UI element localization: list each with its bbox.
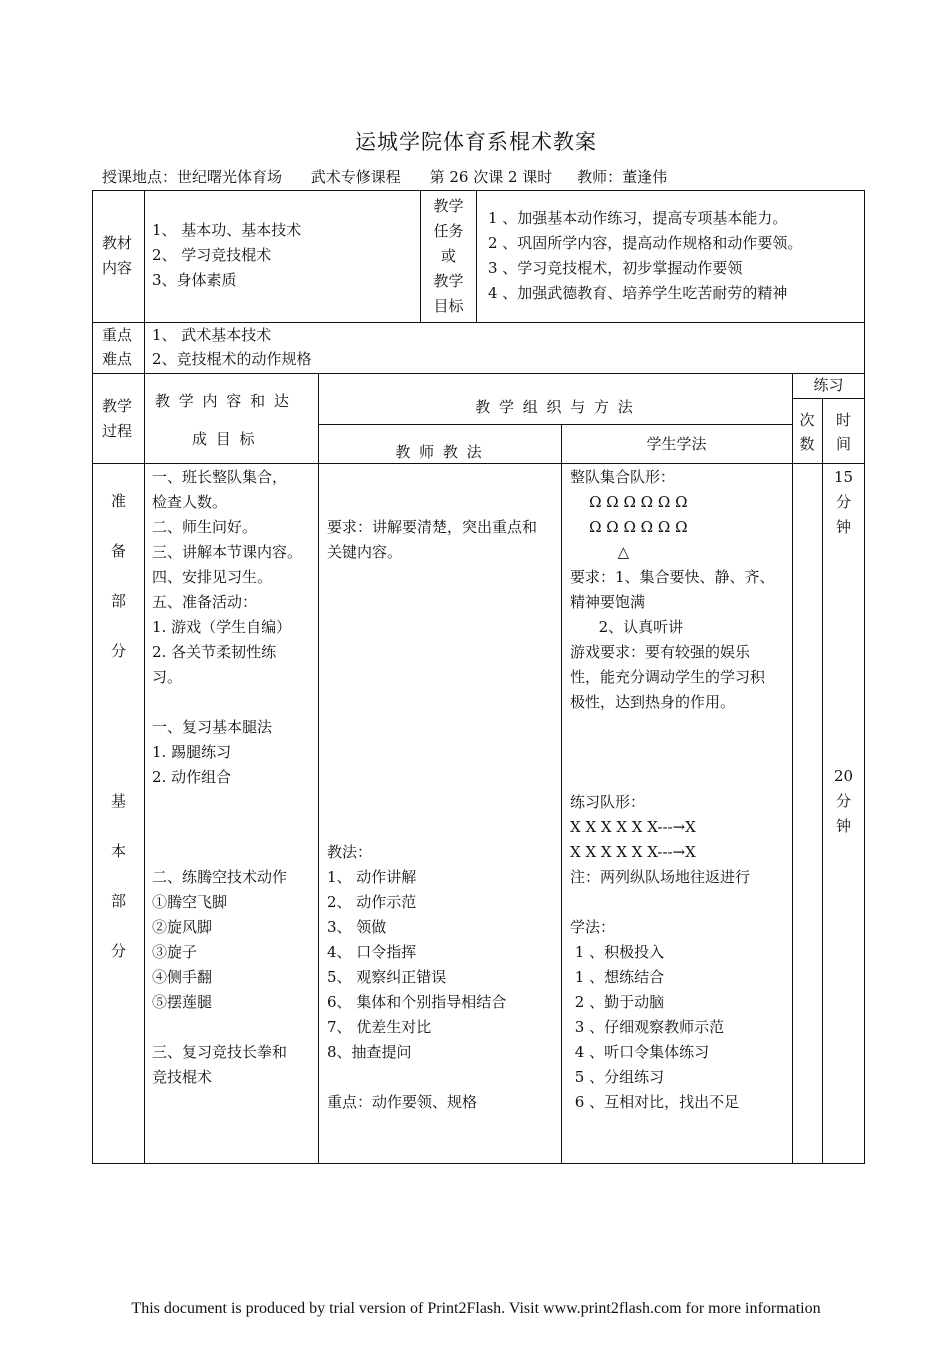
session-text: 第 26 次课 2 课时 xyxy=(429,168,553,186)
content-line: 检查人数。 xyxy=(152,493,228,511)
time-value: 分 xyxy=(835,792,851,810)
time-value: 分 xyxy=(835,493,851,511)
practice-header: 练习 xyxy=(813,376,844,394)
content-line: ①腾空飞脚 xyxy=(152,893,228,911)
content-line: 四、安排见习生。 xyxy=(152,568,273,586)
content-line: 2. 各关节柔韧性练 xyxy=(152,643,277,661)
teacher-line: 7、 优差生对比 xyxy=(327,1018,432,1036)
phase-main-char: 部 xyxy=(111,892,127,910)
phase-main-char: 分 xyxy=(111,942,127,960)
focus-line: 2、竞技棍术的动作规格 xyxy=(152,350,312,368)
teacher-line: 2、 动作示范 xyxy=(327,893,417,911)
teacher-line: 8、抽查提问 xyxy=(327,1043,412,1061)
student-line: X X X X X X---→X xyxy=(570,818,696,836)
count-header: 数 xyxy=(799,435,815,453)
course-text: 武术专修课程 xyxy=(310,168,401,186)
time-value: 钟 xyxy=(835,518,851,536)
content-line: 二、师生问好。 xyxy=(152,518,258,536)
row-divider xyxy=(92,373,865,374)
student-line: 性，能充分调动学生的学习积 xyxy=(570,668,766,686)
student-line: 2、认真听讲 xyxy=(570,618,684,636)
time-value: 15 xyxy=(833,468,854,486)
location-text: 授课地点：世纪曙光体育场 xyxy=(102,168,283,186)
student-line: 3 、仔细观察教师示范 xyxy=(570,1018,725,1036)
focus-line: 1、 武术基本技术 xyxy=(152,326,272,344)
student-line: 整队集合队形： xyxy=(570,468,676,486)
student-line: Ω Ω Ω Ω Ω Ω xyxy=(570,518,688,536)
content-goal-header: 教 学 内 容 和 达 xyxy=(155,392,291,410)
goal-line: 2 、巩固所学内容，提高动作规格和动作要领。 xyxy=(488,234,803,252)
task-label: 教学 xyxy=(433,272,464,290)
student-line: 要求：1、集合要快、静、齐、 xyxy=(570,568,775,586)
student-line: 极性，达到热身的作用。 xyxy=(570,693,736,711)
task-label: 目标 xyxy=(433,297,464,315)
content-line: 竞技棍术 xyxy=(152,1068,213,1086)
student-line: 4 、听口令集体练习 xyxy=(570,1043,710,1061)
teacher-line: 教法： xyxy=(327,843,373,861)
teacher-method-header: 教 师 教 法 xyxy=(395,443,484,461)
footer-notice: This document is produced by trial version of Print2Flash. Visit www.print2flash.com for more information xyxy=(131,1300,821,1317)
course-info xyxy=(102,166,691,187)
student-line: 精神要饱满 xyxy=(570,593,646,611)
time-header: 时 xyxy=(835,411,851,429)
header-divider xyxy=(318,424,792,425)
content-line: ④侧手翻 xyxy=(152,968,213,986)
goal-line: 1 、加强基本动作练习，提高专项基本能力。 xyxy=(488,209,788,227)
teacher-line: 3、 领做 xyxy=(327,918,387,936)
content-line: ②旋风脚 xyxy=(152,918,213,936)
content-line: 三、复习竞技长拳和 xyxy=(152,1043,288,1061)
teacher-line: 要求：讲解要清楚，突出重点和 xyxy=(327,518,538,536)
header-divider xyxy=(792,398,865,399)
content-goal-header: 成 目 标 xyxy=(192,430,257,448)
student-line: 学法： xyxy=(570,918,616,936)
time-value: 20 xyxy=(833,767,854,785)
time-header: 间 xyxy=(835,435,851,453)
teacher-line: 5、 观察纠正错误 xyxy=(327,968,447,986)
student-line: △ xyxy=(570,543,630,561)
col-divider xyxy=(318,373,319,1164)
col-divider xyxy=(476,190,477,323)
student-line: 注：两列纵队场地往返进行 xyxy=(570,868,751,886)
process-header: 教学 xyxy=(102,397,133,415)
student-line: 2 、勤于动脑 xyxy=(570,993,665,1011)
count-header: 次 xyxy=(799,411,815,429)
teacher-line: 6、 集体和个别指导相结合 xyxy=(327,993,507,1011)
materials-label-2: 内容 xyxy=(102,259,133,277)
student-line: 练习队形： xyxy=(570,793,646,811)
student-line: Ω Ω Ω Ω Ω Ω xyxy=(570,493,688,511)
teacher-line: 重点：动作要领、规格 xyxy=(327,1093,478,1111)
task-label: 教学 xyxy=(433,197,464,215)
materials-line: 3、身体素质 xyxy=(152,271,237,289)
teacher-line: 4、 口令指挥 xyxy=(327,943,417,961)
student-line: 6 、互相对比，找出不足 xyxy=(570,1093,740,1111)
document-title: 运城学院体育系棍术教案 xyxy=(355,130,597,154)
student-line: 游戏要求：要有较强的娱乐 xyxy=(570,643,751,661)
col-divider xyxy=(561,424,562,1164)
process-header: 过程 xyxy=(102,422,133,440)
goal-line: 3 、学习竞技棍术，初步掌握动作要领 xyxy=(488,259,743,277)
teacher-line: 关键内容。 xyxy=(327,543,403,561)
student-line: X X X X X X---→X xyxy=(570,843,696,861)
content-line: 三、讲解本节课内容。 xyxy=(152,543,303,561)
student-method-header: 学生学法 xyxy=(646,435,707,453)
content-line: 1. 踢腿练习 xyxy=(152,743,232,761)
teacher-line: 1、 动作讲解 xyxy=(327,868,417,886)
materials-label-1: 教材 xyxy=(102,234,133,252)
content-line: 一、班长整队集合， xyxy=(152,468,288,486)
focus-label-2: 难点 xyxy=(102,350,133,368)
org-method-header: 教 学 组 织 与 方 法 xyxy=(475,398,635,416)
content-line: 五、准备活动： xyxy=(152,593,258,611)
content-line: 一、复习基本腿法 xyxy=(152,718,273,736)
goal-line: 4 、加强武德教育、培养学生吃苦耐劳的精神 xyxy=(488,284,788,302)
phase-prep-char: 备 xyxy=(111,542,127,560)
phase-prep-char: 准 xyxy=(111,492,127,510)
content-line: 1. 游戏（学生自编） xyxy=(152,618,292,636)
content-line: ③旋子 xyxy=(152,943,198,961)
phase-main-char: 基 xyxy=(111,792,127,810)
content-line: 习。 xyxy=(152,668,183,686)
time-value: 钟 xyxy=(835,817,851,835)
materials-line: 1、 基本功、基本技术 xyxy=(152,221,302,239)
col-divider xyxy=(792,373,793,1164)
content-line: ⑤摆莲腿 xyxy=(152,993,213,1011)
task-label: 任务 xyxy=(433,222,464,240)
materials-line: 2、 学习竞技棍术 xyxy=(152,246,272,264)
phase-main-char: 本 xyxy=(111,842,127,860)
task-label: 或 xyxy=(440,247,456,265)
content-line: 二、练腾空技术动作 xyxy=(152,868,288,886)
teacher-text: 教师：董逢伟 xyxy=(577,168,668,186)
student-line: 1 、想练结合 xyxy=(570,968,665,986)
content-line: 2. 动作组合 xyxy=(152,768,232,786)
col-divider xyxy=(144,190,145,1164)
phase-prep-char: 分 xyxy=(111,642,127,660)
student-line: 1 、积极投入 xyxy=(570,943,665,961)
phase-prep-char: 部 xyxy=(111,592,127,610)
focus-label-1: 重点 xyxy=(102,326,133,344)
student-line: 5 、分组练习 xyxy=(570,1068,665,1086)
